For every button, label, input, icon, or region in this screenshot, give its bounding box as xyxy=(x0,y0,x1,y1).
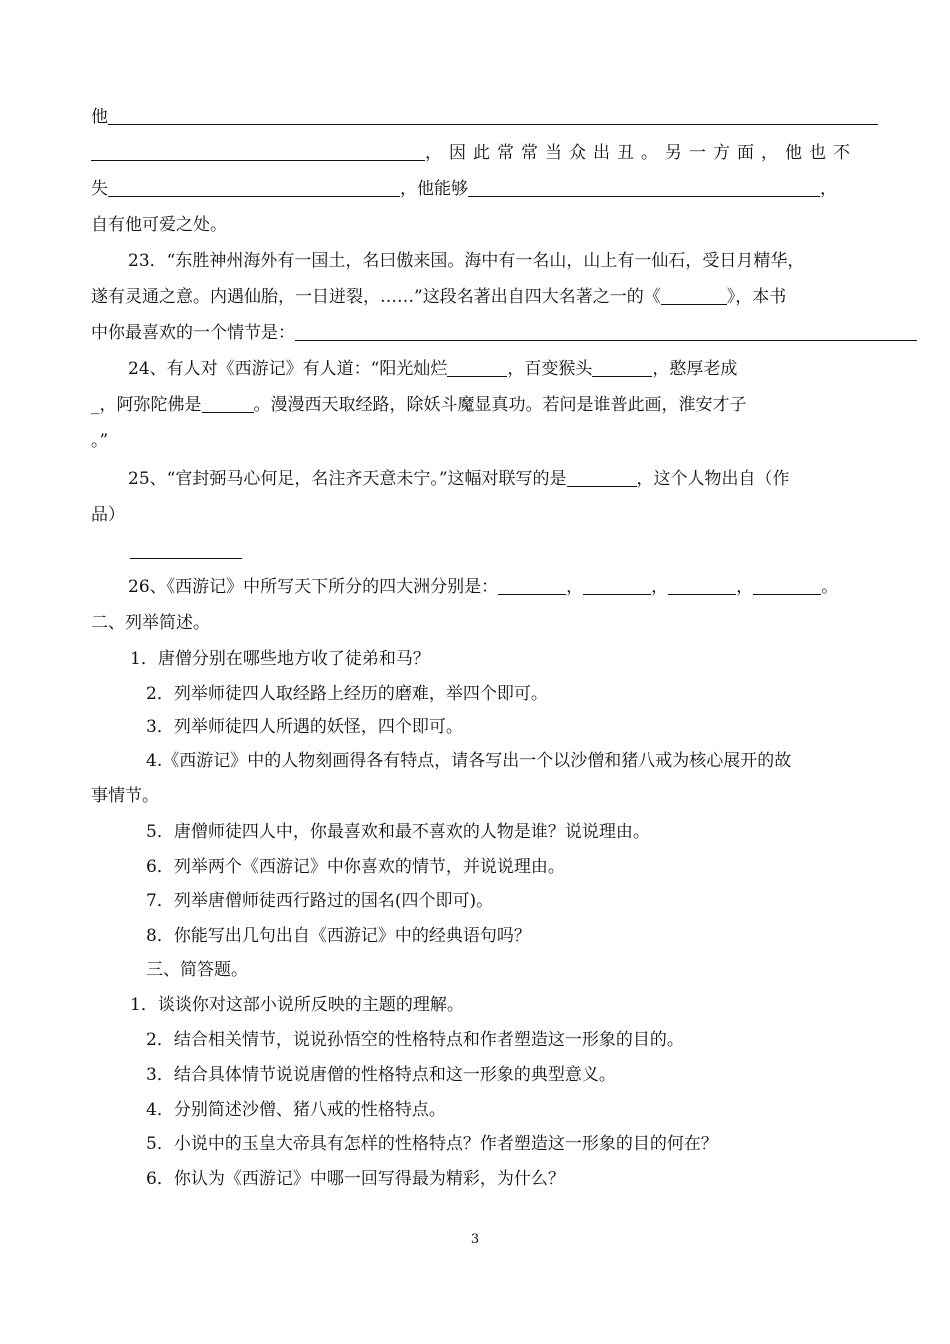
text-line: 自有他可爱之处。 xyxy=(91,215,227,235)
list-item: 1．唐僧分别在哪些地方收了徒弟和马？ xyxy=(130,649,430,669)
question-24-line xyxy=(128,352,898,386)
list-item: 3．结合具体情节说说唐僧的性格特点和这一形象的典型意义。 xyxy=(146,1065,616,1085)
text-line xyxy=(91,316,861,350)
answer-blank[interactable] xyxy=(108,176,400,197)
list-item: 5．小说中的玉皇大帝具有怎样的性格特点？作者塑造这一形象的目的何在？ xyxy=(146,1134,718,1154)
text-fragment: 。漫漫西天取经路，除妖斗魔显真功。若问是谁普此画，淮安才子 xyxy=(253,395,747,415)
text-line xyxy=(91,388,861,422)
text-fragment: 中你最喜欢的一个情节是： xyxy=(91,323,295,343)
text-line xyxy=(91,280,861,314)
section-heading: 三、简答题。 xyxy=(146,960,248,980)
answer-blank[interactable] xyxy=(468,176,820,197)
text-fragment: ，这个人物出自（作 xyxy=(636,469,790,489)
list-item: 5．唐僧师徒四人中，你最喜欢和最不喜欢的人物是谁？说说理由。 xyxy=(146,822,650,842)
text-fragment: 失 xyxy=(91,179,108,199)
text-line: 品） xyxy=(91,505,125,525)
text-fragment: ，他能够 xyxy=(400,179,468,199)
answer-blank[interactable] xyxy=(91,140,425,161)
list-item: 6．你认为《西游记》中哪一回写得最为精彩，为什么？ xyxy=(146,1169,565,1189)
answer-blank[interactable] xyxy=(295,320,917,341)
question-25-line xyxy=(128,462,898,496)
text-line xyxy=(91,136,861,170)
text-fragment: 26、《西游记》中所写天下所分的四大洲分别是： xyxy=(128,577,499,597)
text-fragment: 。 xyxy=(821,577,839,597)
text-fragment: ，百变猴头 xyxy=(507,359,593,379)
text-fragment: ， xyxy=(651,577,669,597)
list-item: 2．结合相关情节，说说孙悟空的性格特点和作者塑造这一形象的目的。 xyxy=(146,1030,684,1050)
list-item: 4．分别简述沙僧、猪八戒的性格特点。 xyxy=(146,1100,446,1120)
text-fragment: 他 xyxy=(91,107,108,127)
question-26-line xyxy=(128,570,898,604)
answer-blank[interactable] xyxy=(130,538,242,559)
text-fragment: _，阿弥陀佛是 xyxy=(91,395,202,415)
text-fragment: ， xyxy=(736,577,754,597)
answer-line xyxy=(130,534,900,568)
question-23-line: 23．“东胜神州海外有一国土，名曰傲来国。海中有一名山，山上有一仙石，受日月精华， xyxy=(128,251,805,271)
text-fragment: 》，本书 xyxy=(726,287,787,307)
text-fragment: ， xyxy=(820,179,837,199)
answer-blank[interactable] xyxy=(592,356,652,377)
text-fragment: 24、有人对《西游记》有人道：“阳光灿烂 xyxy=(128,359,448,379)
answer-blank[interactable] xyxy=(567,466,637,487)
list-item: 2．列举师徒四人取经路上经历的磨难，举四个即可。 xyxy=(146,684,548,704)
answer-blank[interactable] xyxy=(202,392,254,413)
list-item: 1．谈谈你对这部小说所反映的主题的理解。 xyxy=(130,995,464,1015)
text-fragment: 遂有灵通之意。内遇仙胎，一日迸裂，……”这段名著出自四大名著之一的《 xyxy=(91,287,661,307)
page-number: 3 xyxy=(470,1232,480,1247)
answer-blank[interactable] xyxy=(583,574,651,595)
list-item: 7．列举唐僧师徒西行路过的国名(四个即可)。 xyxy=(146,891,494,911)
text-fragment: 25、“官封弼马心何足，名注齐天意未宁。”这幅对联写的是 xyxy=(128,469,567,489)
list-item: 3．列举师徒四人所遇的妖怪，四个即可。 xyxy=(146,717,463,737)
list-item: 6．列举两个《西游记》中你喜欢的情节，并说说理由。 xyxy=(146,857,565,877)
list-item: 事情节。 xyxy=(91,786,159,806)
answer-blank[interactable] xyxy=(447,356,507,377)
list-item: 8．你能写出几句出自《西游记》中的经典语句吗？ xyxy=(146,926,531,946)
text-line xyxy=(91,172,861,206)
answer-blank[interactable] xyxy=(668,574,736,595)
text-fragment: ，憨厚老成 xyxy=(652,359,738,379)
text-fragment: ，因此常常当众出丑。另一方面，他也不 xyxy=(425,143,857,163)
list-item: 4.《西游记》中的人物刻画得各有特点，请各写出一个以沙僧和猪八戒为核心展开的故 xyxy=(146,751,792,771)
answer-blank[interactable] xyxy=(108,104,878,125)
answer-blank[interactable] xyxy=(753,574,821,595)
section-heading: 二、列举简述。 xyxy=(91,613,210,633)
answer-blank[interactable] xyxy=(498,574,566,595)
text-line xyxy=(91,100,861,134)
text-fragment: ， xyxy=(566,577,584,597)
answer-blank[interactable] xyxy=(661,284,727,305)
text-line: 。” xyxy=(91,431,109,451)
